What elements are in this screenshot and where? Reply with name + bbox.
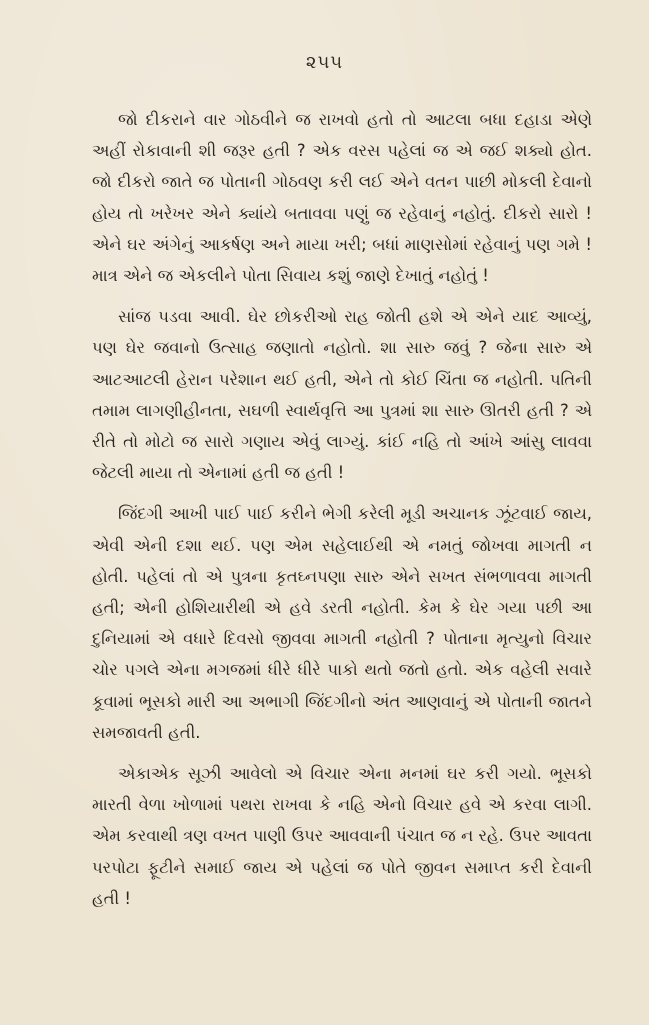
page-body (92, 104, 592, 914)
paragraph-2: સાંજ પડવા આવી. ઘેર છોકરીઓ રાહ જોતી હશે એ એને યાદ આવ્યું, પણ ઘેર જવાનો ઉત્સાહ જણાતો નહોતો. શા સારુ જવું ? જેના સારુ એ આટઆટલી હેરાન પરેશાન થઈ હતી, એને તો કોઈ ચિંતા જ નહોતી. પતિની તમામ લાગણીહીનતા, સઘળી સ્વાર્થવૃત્તિ આ પુત્રમાં શા સારુ ઊતરી હતી ? એ રીતે તો મોટો જ સારો ગણાય એવું લાગ્યું. કાંઈ નહિ તો આંખે આંસુ લાવવા જેટલી માયા તો એનામાં હતી જ હતી ! (92, 307, 592, 483)
paragraph-4: એકાએક સૂઝી આવેલો એ વિચાર એના મનમાં ઘર કરી ગયો. ભૂસકો મારતી વેળા ખોળામાં પથરા રાખવા કે નહિ એનો વિચાર હવે એ કરવા લાગી. એમ કરવાથી ત્રણ વખત પાણી ઉપર આવવાની પંચાત જ ન રહે. ઉપર આવતા પરપોટા ફૂટીને સમાઈ જાય એ પહેલાં જ પોતે જીવન સમાપ્ત કરી દેવાની હતી ! (92, 764, 592, 908)
paragraph-3: જિંદગી આખી પાઈ પાઈ કરીને ભેગી કરેલી મૂડી અચાનક ઝૂંટવાઈ જાય, એવી એની દશા થઈ. પણ એમ સહેલાઈથી એ નમતું જોખવા માગતી ન હોતી. પહેલાં તો એ પુત્રના કૃતઘ્નપણા સારુ એને સખત સંભળાવવા માગતી હતી; એની હોશિયારીથી એ હવે ડરતી નહોતી. કેમ કે ઘેર ગયા પછી આ દુનિયામાં એ વધારે દિવસો જીવવા માગતી નહોતી ? પોતાના મૃત્યુનો વિચાર ચોર પગલે એના મગજમાં ધીરે ધીરે પાકો થતો જતો હતો. એક વહેલી સવારે કૂવામાં ભૂસકો મારી આ અભાગી જિંદગીનો અંત આણવાનું એ પોતાની જાતને સમજાવતી હતી. (92, 504, 592, 742)
page-number: ૨૫૫ (305, 52, 344, 73)
paragraph-1: જો દીકરાને વાર ગોઠવીને જ રાખવો હતો તો આટલા બધા દહાડા એણે અહીં રોકાવાની શી જરૂર હતી ? એક વરસ પહેલાં જ એ જઈ શક્યો હોત. જો દીકરો જાતે જ પોતાની ગોઠવણ કરી લઈ એને વતન પાછી મોકલી દેવાનો હોય તો ખરેખર એને ક્યાંયે બતાવવા પણું જ રહેવાનું નહોતું. દીકરો સારો ! એને ઘર અંગેનું આકર્ષણ અને માયા ખરી; બધાં માણસોમાં રહેવાનું પણ ગમે ! માત્ર એને જ એકલીને પોતા સિવાય કશું જાણે દેખાતું નહોતું ! (92, 110, 592, 286)
